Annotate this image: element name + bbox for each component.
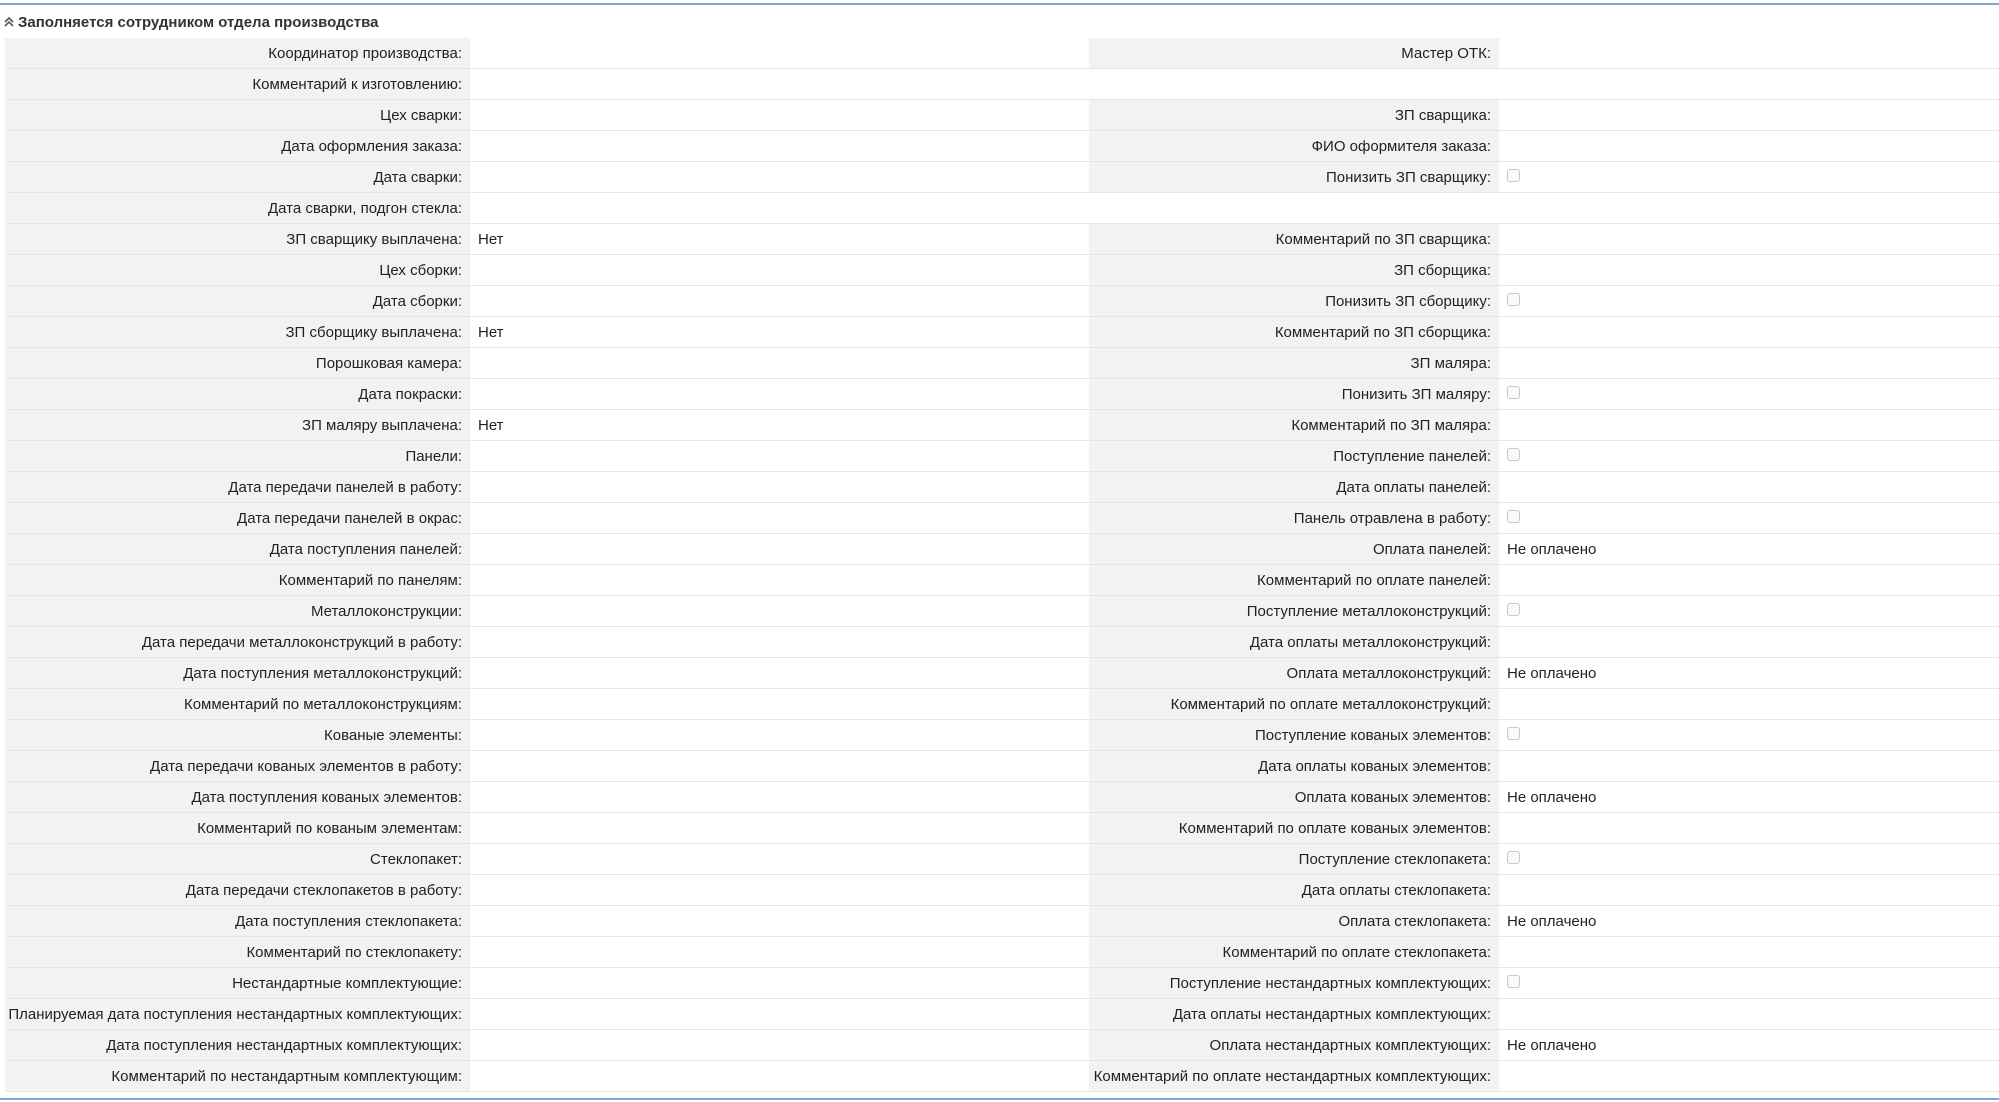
form-row [5,565,1999,596]
checkbox-cell [1499,441,1999,471]
form-row [5,813,1999,844]
form-row [5,999,1999,1030]
field-value[interactable] [1499,1061,1999,1091]
field-label: Комментарий к изготовлению: [5,69,470,99]
field-label: ЗП сварщика: [1089,100,1499,130]
form-row [5,596,1999,627]
checkbox-cell [1499,286,1999,316]
field-value[interactable] [1499,131,1999,161]
checkbox-cell [1499,596,1999,626]
field-value[interactable] [470,782,1089,812]
field-value[interactable]: Не оплачено [1507,664,1597,682]
field-value[interactable] [470,720,1089,750]
field-value[interactable] [1499,937,1999,967]
checkbox[interactable] [1507,293,1520,306]
field-value[interactable]: Не оплачено [1507,788,1597,806]
form-row [5,193,1999,224]
field-label: Дата поступления нестандартных комплектующих: [5,1030,470,1060]
field-label: ЗП маляру выплачена: [5,410,470,440]
field-label: Дата передачи стеклопакетов в работу: [5,875,470,905]
field-label: Оплата нестандартных комплектующих: [1089,1030,1499,1060]
form-row [5,534,1999,565]
form-row [5,379,1999,410]
form-row [5,751,1999,782]
field-value[interactable] [470,193,1999,223]
field-value[interactable] [1499,410,1999,440]
form-row [5,348,1999,379]
field-label: Металлоконструкции: [5,596,470,626]
form-row [5,410,1999,441]
section-top-border [0,3,1999,5]
field-label: Оплата стеклопакета: [1089,906,1499,936]
field-value[interactable] [1499,317,1999,347]
field-value[interactable] [470,131,1089,161]
field-value[interactable] [1499,627,1999,657]
field-label: Комментарий по оплате кованых элементов: [1089,813,1499,843]
field-value[interactable] [470,534,1089,564]
field-value[interactable] [1499,348,1999,378]
field-label: Комментарий по стеклопакету: [5,937,470,967]
field-label: Кованые элементы: [5,720,470,750]
field-label: Поступление панелей: [1089,441,1499,471]
field-value[interactable] [1499,813,1999,843]
form-row [5,286,1999,317]
checkbox[interactable] [1507,169,1520,182]
form-row [5,38,1999,69]
section-title: Заполняется сотрудником отдела производства [18,13,379,31]
form-row [5,844,1999,875]
checkbox-cell [1499,844,1999,874]
field-value[interactable] [470,689,1089,719]
double-chevron-up-icon [4,17,14,27]
field-value[interactable] [470,69,1999,99]
field-value[interactable] [470,1030,1089,1060]
form-row [5,100,1999,131]
field-label: Понизить ЗП маляру: [1089,379,1499,409]
field-label: Дата передачи металлоконструкций в работу: [5,627,470,657]
field-value[interactable]: Не оплачено [1507,540,1597,558]
field-label: Панель отравлена в работу: [1089,503,1499,533]
form-row [5,131,1999,162]
field-label: Понизить ЗП сварщику: [1089,162,1499,192]
field-label: Оплата панелей: [1089,534,1499,564]
field-label: Дата поступления кованых элементов: [5,782,470,812]
field-value[interactable] [1499,751,1999,781]
field-value[interactable] [470,999,1089,1029]
form-row [5,472,1999,503]
field-label: Оплата кованых элементов: [1089,782,1499,812]
field-value[interactable] [470,286,1089,316]
field-label: Дата оплаты стеклопакета: [1089,875,1499,905]
field-value[interactable] [470,658,1089,688]
field-label: Дата оплаты кованых элементов: [1089,751,1499,781]
field-value[interactable] [470,38,1089,68]
field-label: Нестандартные комплектующие: [5,968,470,998]
field-label: Дата оформления заказа: [5,131,470,161]
checkbox[interactable] [1507,727,1520,740]
field-label: Комментарий по ЗП маляра: [1089,410,1499,440]
field-value[interactable]: Не оплачено [1507,912,1597,930]
field-value[interactable] [470,813,1089,843]
field-value[interactable] [1499,100,1999,130]
field-value[interactable] [1499,38,1999,68]
field-label: ЗП сварщику выплачена: [5,224,470,254]
field-label: Дата передачи панелей в окрас: [5,503,470,533]
field-label: Дата сборки: [5,286,470,316]
field-value[interactable] [470,379,1089,409]
field-value[interactable] [470,472,1089,502]
checkbox-cell [1499,503,1999,533]
form-row [5,1030,1999,1061]
field-label: Комментарий по нестандартным комплектующим: [5,1061,470,1091]
field-value[interactable] [1499,875,1999,905]
field-label: Мастер ОТК: [1089,38,1499,68]
field-label: Дата покраски: [5,379,470,409]
field-value[interactable] [470,255,1089,285]
field-label: Оплата металлоконструкций: [1089,658,1499,688]
field-value[interactable]: Нет [478,416,504,434]
checkbox[interactable] [1507,510,1520,523]
form-row [5,224,1999,255]
field-value[interactable] [1499,472,1999,502]
field-value[interactable] [1499,224,1999,254]
form-row [5,255,1999,286]
field-label: Комментарий по металлоконструкциям: [5,689,470,719]
form-row [5,627,1999,658]
field-label: Дата поступления стеклопакета: [5,906,470,936]
checkbox-cell [1499,720,1999,750]
field-value[interactable] [470,627,1089,657]
field-value[interactable] [470,1061,1089,1091]
field-value[interactable] [470,596,1089,626]
field-label: Поступление металлоконструкций: [1089,596,1499,626]
checkbox[interactable] [1507,603,1520,616]
checkbox-cell [1499,162,1999,192]
form-row [5,720,1999,751]
field-value[interactable] [1499,255,1999,285]
field-label: Комментарий по панелям: [5,565,470,595]
field-label: Комментарий по оплате стеклопакета: [1089,937,1499,967]
field-value[interactable] [470,875,1089,905]
field-label: ЗП сборщика: [1089,255,1499,285]
form-row [5,1061,1999,1092]
field-label: Поступление кованых элементов: [1089,720,1499,750]
field-value[interactable] [470,441,1089,471]
checkbox[interactable] [1507,448,1520,461]
field-label: Комментарий по кованым элементам: [5,813,470,843]
field-label: Комментарий по ЗП сборщика: [1089,317,1499,347]
checkbox[interactable] [1507,975,1520,988]
field-label: Дата сварки: [5,162,470,192]
field-label: ЗП маляра: [1089,348,1499,378]
section-bottom-border [0,1098,1999,1100]
field-value[interactable] [470,565,1089,595]
field-value[interactable]: Нет [478,230,504,248]
field-value[interactable] [1499,999,1999,1029]
checkbox-cell [1499,379,1999,409]
field-label: Цех сварки: [5,100,470,130]
field-label: Комментарий по ЗП сварщика: [1089,224,1499,254]
field-label: Дата оплаты панелей: [1089,472,1499,502]
field-value[interactable] [470,348,1089,378]
field-label: Порошковая камера: [5,348,470,378]
field-value[interactable] [470,751,1089,781]
checkbox[interactable] [1507,851,1520,864]
form-row [5,441,1999,472]
field-label: Дата сварки, подгон стекла: [5,193,470,223]
field-label: Комментарий по оплате металлоконструкций: [1089,689,1499,719]
field-label: Поступление стеклопакета: [1089,844,1499,874]
field-value[interactable]: Не оплачено [1507,1036,1597,1054]
field-value[interactable] [1499,689,1999,719]
field-label: Панели: [5,441,470,471]
field-label: Стеклопакет: [5,844,470,874]
form-row [5,69,1999,100]
field-label: Дата поступления металлоконструкций: [5,658,470,688]
field-label: Дата передачи кованых элементов в работу: [5,751,470,781]
form-row [5,503,1999,534]
form-row [5,162,1999,193]
field-value[interactable] [470,844,1089,874]
field-value[interactable]: Нет [478,323,504,341]
field-label: Дата оплаты металлоконструкций: [1089,627,1499,657]
field-label: Комментарий по оплате панелей: [1089,565,1499,595]
form-row [5,906,1999,937]
field-label: Дата передачи панелей в работу: [5,472,470,502]
field-label: Поступление нестандартных комплектующих: [1089,968,1499,998]
form-row [5,689,1999,720]
field-value[interactable] [470,100,1089,130]
field-value[interactable] [1499,565,1999,595]
form-row [5,937,1999,968]
field-value[interactable] [470,937,1089,967]
form-row [5,968,1999,999]
field-label: Дата поступления панелей: [5,534,470,564]
field-label: Понизить ЗП сборщику: [1089,286,1499,316]
production-form-table [5,38,1999,1092]
section-toggle[interactable] [4,11,379,33]
field-label: Комментарий по оплате нестандартных комплектующих: [1089,1061,1499,1091]
form-row [5,317,1999,348]
form-row [5,875,1999,906]
field-label: Планируемая дата поступления нестандартных комплектующих: [5,999,470,1029]
field-value[interactable] [470,503,1089,533]
checkbox-cell [1499,968,1999,998]
checkbox[interactable] [1507,386,1520,399]
field-value[interactable] [470,162,1089,192]
field-value[interactable] [470,906,1089,936]
field-label: Цех сборки: [5,255,470,285]
field-label: ЗП сборщику выплачена: [5,317,470,347]
field-label: Дата оплаты нестандартных комплектующих: [1089,999,1499,1029]
field-value[interactable] [470,968,1089,998]
field-label: Координатор производства: [5,38,470,68]
field-label: ФИО оформителя заказа: [1089,131,1499,161]
form-row [5,658,1999,689]
form-row [5,782,1999,813]
